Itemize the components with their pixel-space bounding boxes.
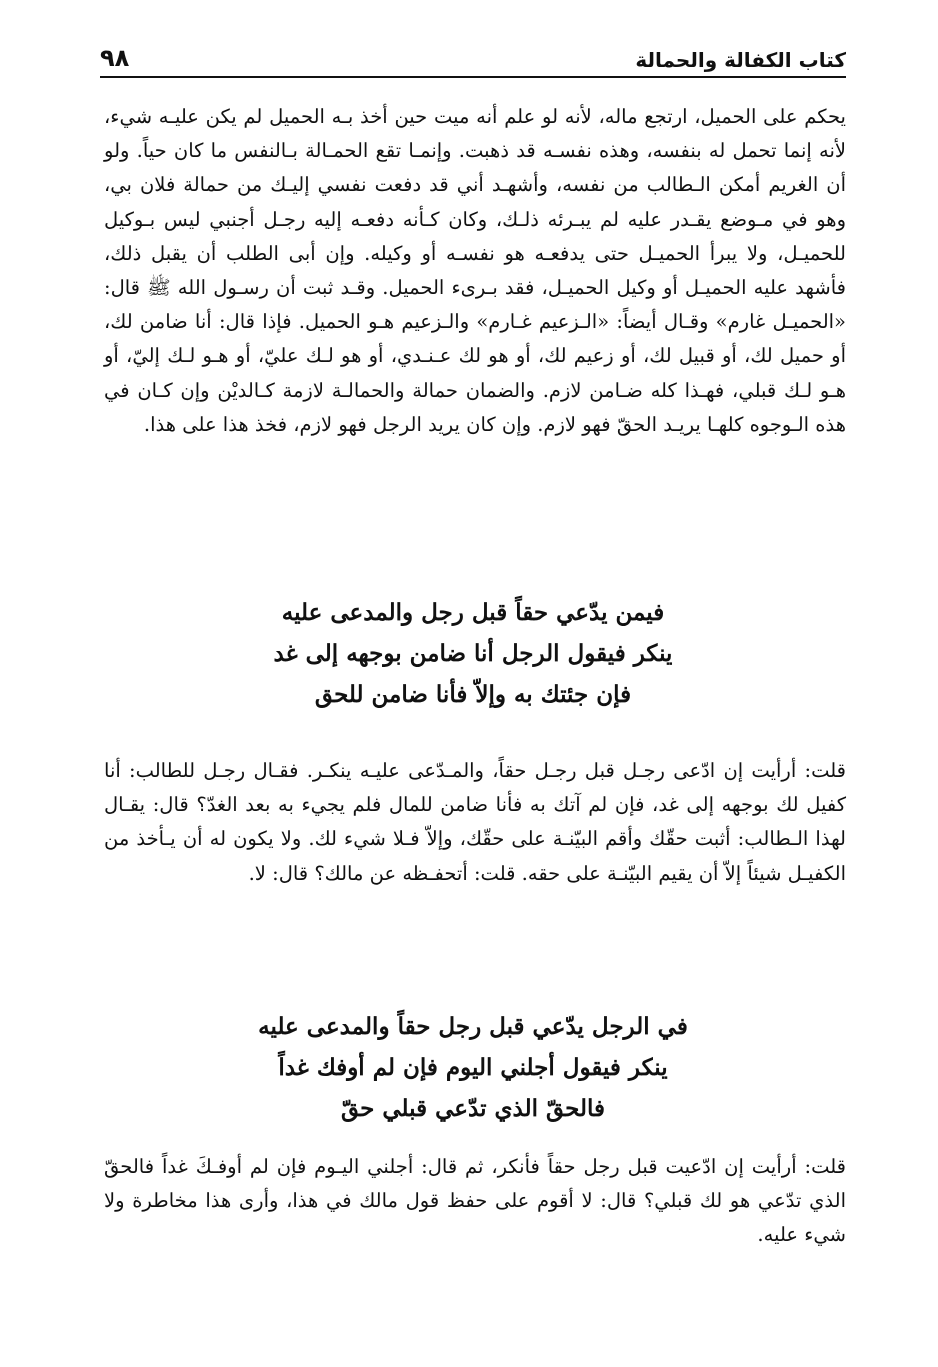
page-number: ٩٨ <box>100 44 130 72</box>
heading-2-line-3: فالحقّ الذي تدّعي قبلي حقّ <box>340 1095 606 1122</box>
body-paragraph-1: يحكم على الحميل، ارتجع ماله، لأنه لو علم أنه ميت حين أخذ بـه الحميل لم يكن عليـه شيء، لأنه إنما تحمل له بنفسه، وهذه نفسـه قد ذهبت. وإنمـا تقع الحمـالة بـالنفس ما كان حياً. ولو أن الغريم أمكن الـطالب من نفسه، وأشهـد أني قد دفعت نفسي إليـك من حمالة فلان بي، وهو في مـوضع يقـدر عليه لم يبـرئه ذلـك، وكان كـأنه دفعـه إليه رجـل أجنبي ليس بـوكيل للحميـل، ولا يبرأ الحميـل حتى يدفعـه هو نفسـه أو وكيله. وإن أبى الطلب أن يقبل ذلك، فأشهد عليه الحميـل أو وكيل الحميـل، فقد بـرىء الحميل. وقـد ثبت أن رسـول الله ﷺ قال: «الحميـل غارم» وقـال أيضاً: «الـزعيم غـارم» والـزعيم هـو الحميل. فإذا قال: أنا ضامن لك، أو حميل لك، أو قبيل لك، أو زعيم لك، أو هو لك عـنـدي، أو هو لـك عليّ، أو هـو لـك إليّ، أو هـو لـك قبلي، فهـذا كله ضـامن لازم. والضمان حمالة والحمالـة لازمة كـالديْن وإن كـان في هذه الـوجوه كلهـا يريـد الحقّ فهو لازم. وإن كان يريد الرجل فهو لازم، فخذ هذا على هذا. <box>104 105 846 436</box>
heading-2-line-1: في الرجل يدّعي قبل رجل حقاً والمدعى عليه <box>258 1013 688 1040</box>
heading-2-line-2: ينكر فيقول أجلني اليوم فإن لم أوفك غداً <box>278 1054 668 1081</box>
heading-1-line-2: ينكر فيقول الرجل أنا ضامن بوجهه إلى غد <box>273 640 673 667</box>
page-header <box>100 40 846 78</box>
body-paragraph-3: قلت: أرأيت إن ادّعيت قبل رجل حقاً فأنكر، ثم قال: أجلني اليـوم فإن لم أوفـكَ غداً فالحقّ الذي تدّعي هو لك قبلي؟ قال: لا أقوم على حفظ قول مالك في هذا، وأرى هذا مخاطرة ولا شيء عليه. <box>104 1155 846 1247</box>
section-heading-2 <box>100 1006 846 1129</box>
heading-1-line-3: فإن جئتك به وإلاّ فأنا ضامن للحق <box>314 681 632 708</box>
book-title: كتاب الكفالة والحمالة <box>635 48 846 72</box>
section-heading-1 <box>100 592 846 715</box>
body-paragraph-2: قلت: أرأيت إن ادّعى رجـل قبل رجـل حقاً، والمـدّعى عليـه ينكـر. فقـال رجـل للطالب: أنا كفيل لك بوجهه إلى غد، فإن لم آتك به فأنا ضامن للمال فلم يجيء به بعد الغدّ؟ قال: يقـال لهذا الـطالب: أثبت حقّك وأقم البيّنـة على حقّك، وإلاّ فـلا شيء لك. ولا يكون له أن يـأخذ من الكفيـل شيئاً إلاّ أن يقيم البيّنـة على حقه. قلت: أتحفـظه عن مالك؟ قال: لا. <box>104 759 846 885</box>
heading-1-line-1: فيمن يدّعي حقاً قبل رجل والمدعى عليه <box>281 599 665 626</box>
